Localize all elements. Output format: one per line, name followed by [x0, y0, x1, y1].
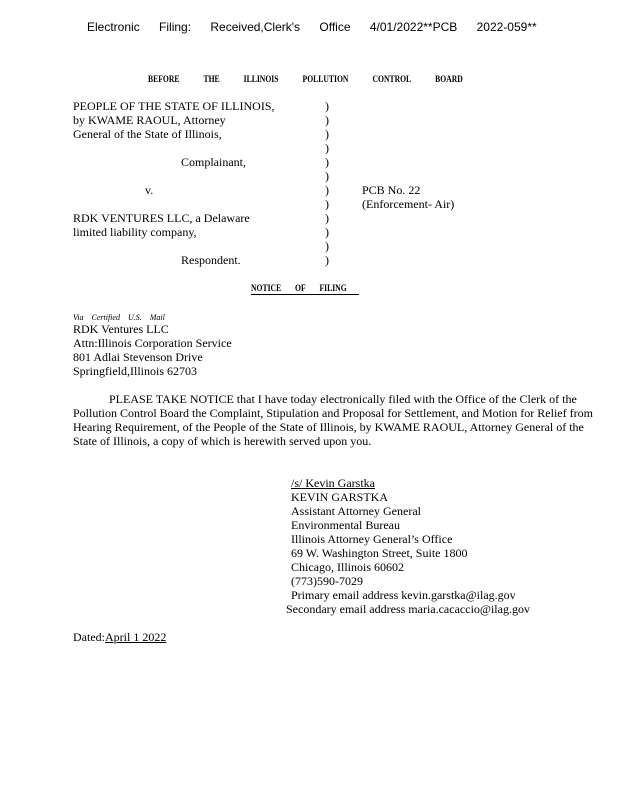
service-address	[73, 322, 232, 378]
secondary-email: Secondary email address maria.cacaccio@ilag.gov	[286, 602, 530, 616]
notice-title-word: OF	[295, 283, 306, 293]
party-line: General of the State of Illinois,	[73, 127, 222, 141]
dated-label: Dated:	[73, 630, 105, 644]
signature-detail: Environmental Bureau	[291, 518, 400, 532]
filing-stamp-header	[87, 20, 551, 34]
signature-line: /s/ Kevin Garstka	[291, 476, 375, 490]
signature-detail: Assistant Attorney General	[291, 504, 421, 518]
caption-word: ILLINOIS	[243, 74, 279, 84]
respondent-party	[73, 211, 250, 239]
caption-parentheses: ) ) ) ) ) ) ) ) ) ) ) )	[325, 99, 329, 267]
signature-block	[291, 476, 516, 602]
respondent-label: Respondent.	[181, 253, 241, 267]
complainant-label: Complainant,	[181, 155, 246, 169]
signature-detail: Chicago, Illinois 60602	[291, 560, 404, 574]
court-caption	[148, 74, 485, 84]
signature-detail: Primary email address kevin.garstka@ilag.gov	[291, 588, 516, 602]
address-line: Attn:Illinois Corporation Service	[73, 336, 232, 350]
address-line: 801 Adlai Stevenson Drive	[73, 350, 203, 364]
notice-paragraph: PLEASE TAKE NOTICE that I have today electronically filed with the Office of the Clerk of the Pollution Control Board the Complaint, Stipulation and Proposal for Settlement, and Motion for Relief from Hearing Requirement, of the People of the State of Illinois, by KWAME RAOUL, Attorney General of the State of Illinois, a copy of which is herewith served upon you.	[73, 392, 593, 448]
header-part: Received,Clerk's	[210, 20, 301, 34]
address-line: Springfield,Illinois 62703	[73, 364, 197, 378]
header-part: Electronic	[87, 20, 140, 34]
caption-word: POLLUTION	[302, 74, 349, 84]
complainant-party	[73, 99, 275, 141]
party-line: by KWAME RAOUL, Attorney	[73, 113, 226, 127]
case-type: (Enforcement- Air)	[362, 197, 455, 211]
dated-value: April 1 2022	[105, 630, 167, 644]
signature-detail: Illinois Attorney General’s Office	[291, 532, 453, 546]
caption-word: CONTROL	[372, 74, 412, 84]
notice-title	[251, 283, 359, 295]
party-line: limited liability company,	[73, 225, 197, 239]
caption-word: BEFORE	[148, 74, 180, 84]
address-line: RDK Ventures LLC	[73, 322, 169, 336]
header-part: Office	[319, 20, 351, 34]
party-line: PEOPLE OF THE STATE OF ILLINOIS,	[73, 99, 275, 113]
notice-title-word: NOTICE	[251, 283, 282, 293]
notice-title-word: FILING	[319, 283, 347, 293]
header-part: 2022-059**	[476, 20, 537, 34]
signature-detail: 69 W. Washington Street, Suite 1800	[291, 546, 468, 560]
party-line: RDK VENTURES LLC, a Delaware	[73, 211, 250, 225]
case-number: PCB No. 22	[362, 183, 421, 197]
versus-label: v.	[145, 183, 154, 197]
header-part: Filing:	[159, 20, 192, 34]
caption-word: THE	[203, 74, 220, 84]
dated-line	[73, 630, 166, 644]
caption-word: BOARD	[435, 74, 463, 84]
header-part: 4/01/2022**PCB	[369, 20, 458, 34]
service-method: Via Certified U.S. Mail	[73, 313, 165, 322]
signature-detail: KEVIN GARSTKA	[291, 490, 388, 504]
signature-detail: (773)590-7029	[291, 574, 363, 588]
